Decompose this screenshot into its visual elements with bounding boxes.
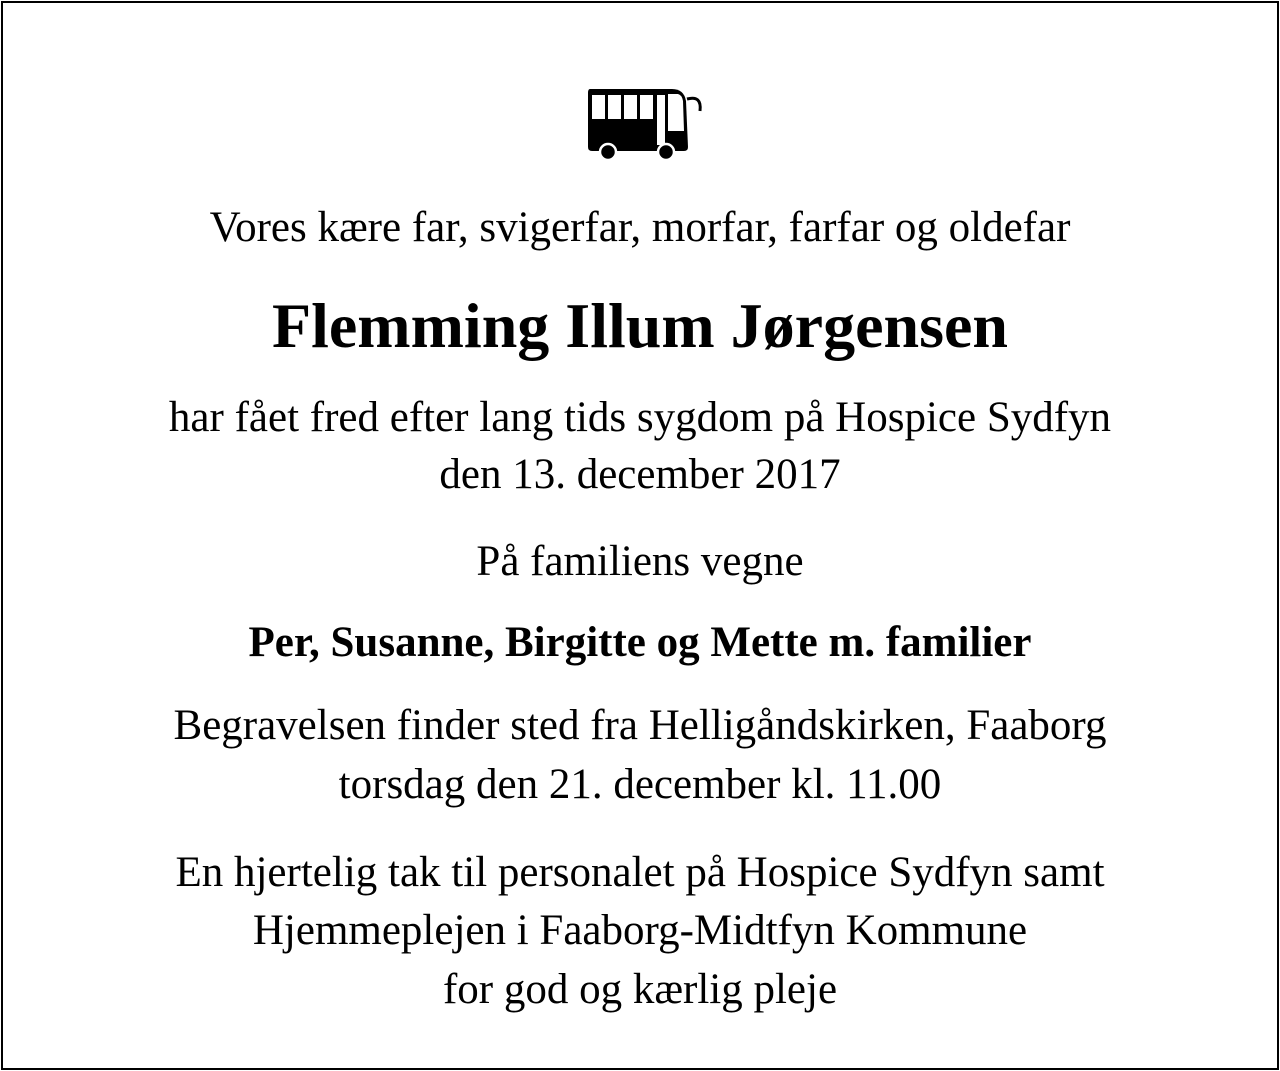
thanks-line: Hjemmeplejen i Faaborg-Midtfyn Kommune — [252, 907, 1028, 954]
passing-date: den 13. december 2017 — [439, 451, 841, 498]
bus-icon — [578, 65, 712, 167]
thanks-line: for god og kærlig pleje — [442, 966, 838, 1013]
family-names: Per, Susanne, Birgitte og Mette m. familier — [248, 619, 1032, 666]
funeral-location: Begravelsen finder sted fra Helligåndskirken, Faaborg — [173, 702, 1107, 749]
thanks-line: En hjertelig tak til personalet på Hospice Sydfyn samt — [175, 849, 1105, 896]
deceased-name: Flemming Illum Jørgensen — [272, 290, 1008, 361]
passing-line: har fået fred efter lang tids sygdom på Hospice Sydfyn — [168, 394, 1112, 441]
obituary-notice — [1, 1, 1279, 1070]
intro-line: Vores kære far, svigerfar, morfar, farfar og oldefar — [209, 204, 1071, 251]
on-behalf-line: På familiens vegne — [476, 538, 804, 585]
funeral-time: torsdag den 21. december kl. 11.00 — [338, 761, 942, 808]
